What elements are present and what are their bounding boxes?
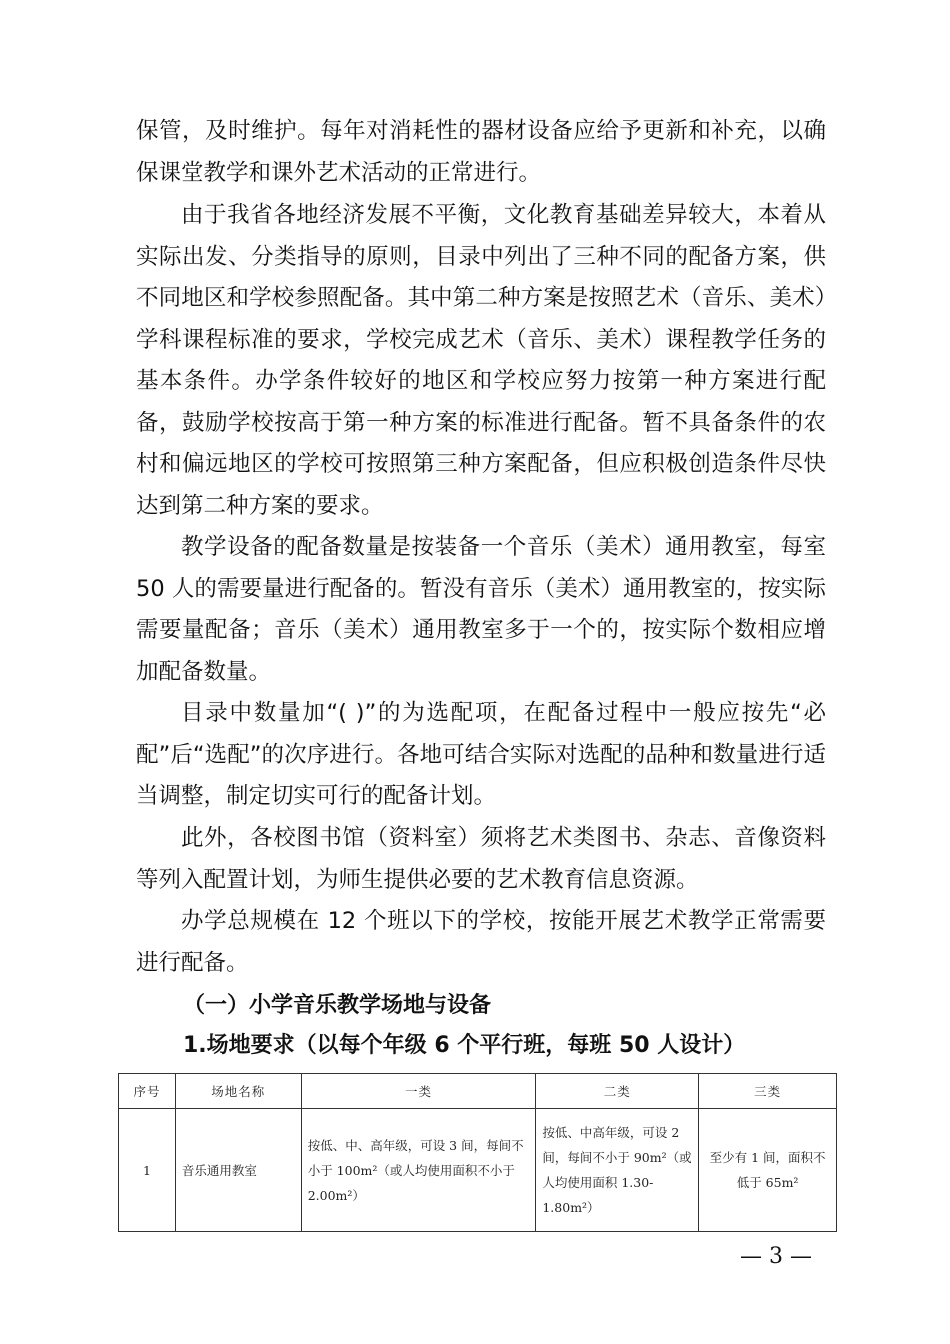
table-header-row [119, 1074, 837, 1109]
header-name: 场地名称 [175, 1074, 301, 1109]
paragraph-2: 由于我省各地经济发展不平衡，文化教育基础差异较大，本着从实际出发、分类指导的原则，目录中列出了三种不同的配备方案，供不同地区和学校参照配备。其中第二种方案是按照艺术（音乐、美术）学科课程标准的要求，学校完成艺术（音乐、美术）课程教学任务的基本条件。办学条件较好的地区和学校应努力按第一种方案进行配备，鼓励学校按高于第一种方案的标准进行配备。暂不具备条件的农村和偏远地区的学校可按照第三种方案配备，但应积极创造条件尽快达到第二种方案的要求。 [136, 202, 826, 519]
paragraph-5: 此外，各校图书馆（资料室）须将艺术类图书、杂志、音像资料等列入配置计划，为师生提供必要的艺术教育信息资源。 [136, 825, 826, 893]
header-no: 序号 [119, 1074, 176, 1109]
section-heading: （一）小学音乐教学场地与设备 [183, 993, 492, 1018]
paragraph-6: 办学总规模在 12 个班以下的学校，按能开展艺术教学正常需要进行配备。 [136, 908, 826, 976]
paragraph-4: 目录中数量加“( )”的为选配项，在配备过程中一般应按先“必配”后“选配”的次序进行。各地可结合实际对选配的品种和数量进行适当调整，制定切实可行的配备计划。 [136, 700, 826, 809]
paragraph-3: 教学设备的配备数量是按装备一个音乐（美术）通用教室，每室 50 人的需要量进行配备的。暂没有音乐（美术）通用教室的，按实际需要量配备；音乐（美术）通用教室多于一个的，按实际个数相应增加配备数量。 [136, 534, 826, 685]
site-requirements-table [118, 1073, 837, 1232]
paragraph-1: 保管，及时维护。每年对消耗性的器材设备应给予更新和补充，以确保课堂教学和课外艺术活动的正常进行。 [136, 118, 826, 186]
header-class2: 二类 [536, 1074, 699, 1109]
header-class1: 一类 [301, 1074, 536, 1109]
cell-no: 1 [119, 1109, 176, 1232]
cell-name: 音乐通用教室 [175, 1109, 301, 1232]
cell-class1: 按低、中、高年级，可设 3 间，每间不小于 100m²（或人均使用面积不小于 2.00m²） [301, 1109, 536, 1232]
sub-heading: 1.场地要求（以每个年级 6 个平行班，每班 50 人设计） [183, 1033, 746, 1058]
cell-class2: 按低、中高年级，可设 2 间，每间不小于 90m²（或人均使用面积 1.30-1.80m²） [536, 1109, 699, 1232]
cell-class3: 至少有 1 间，面积不低于 65m² [699, 1109, 837, 1232]
table-row [119, 1109, 837, 1232]
header-class3: 三类 [699, 1074, 837, 1109]
page-number: — 3 — [740, 1244, 812, 1269]
